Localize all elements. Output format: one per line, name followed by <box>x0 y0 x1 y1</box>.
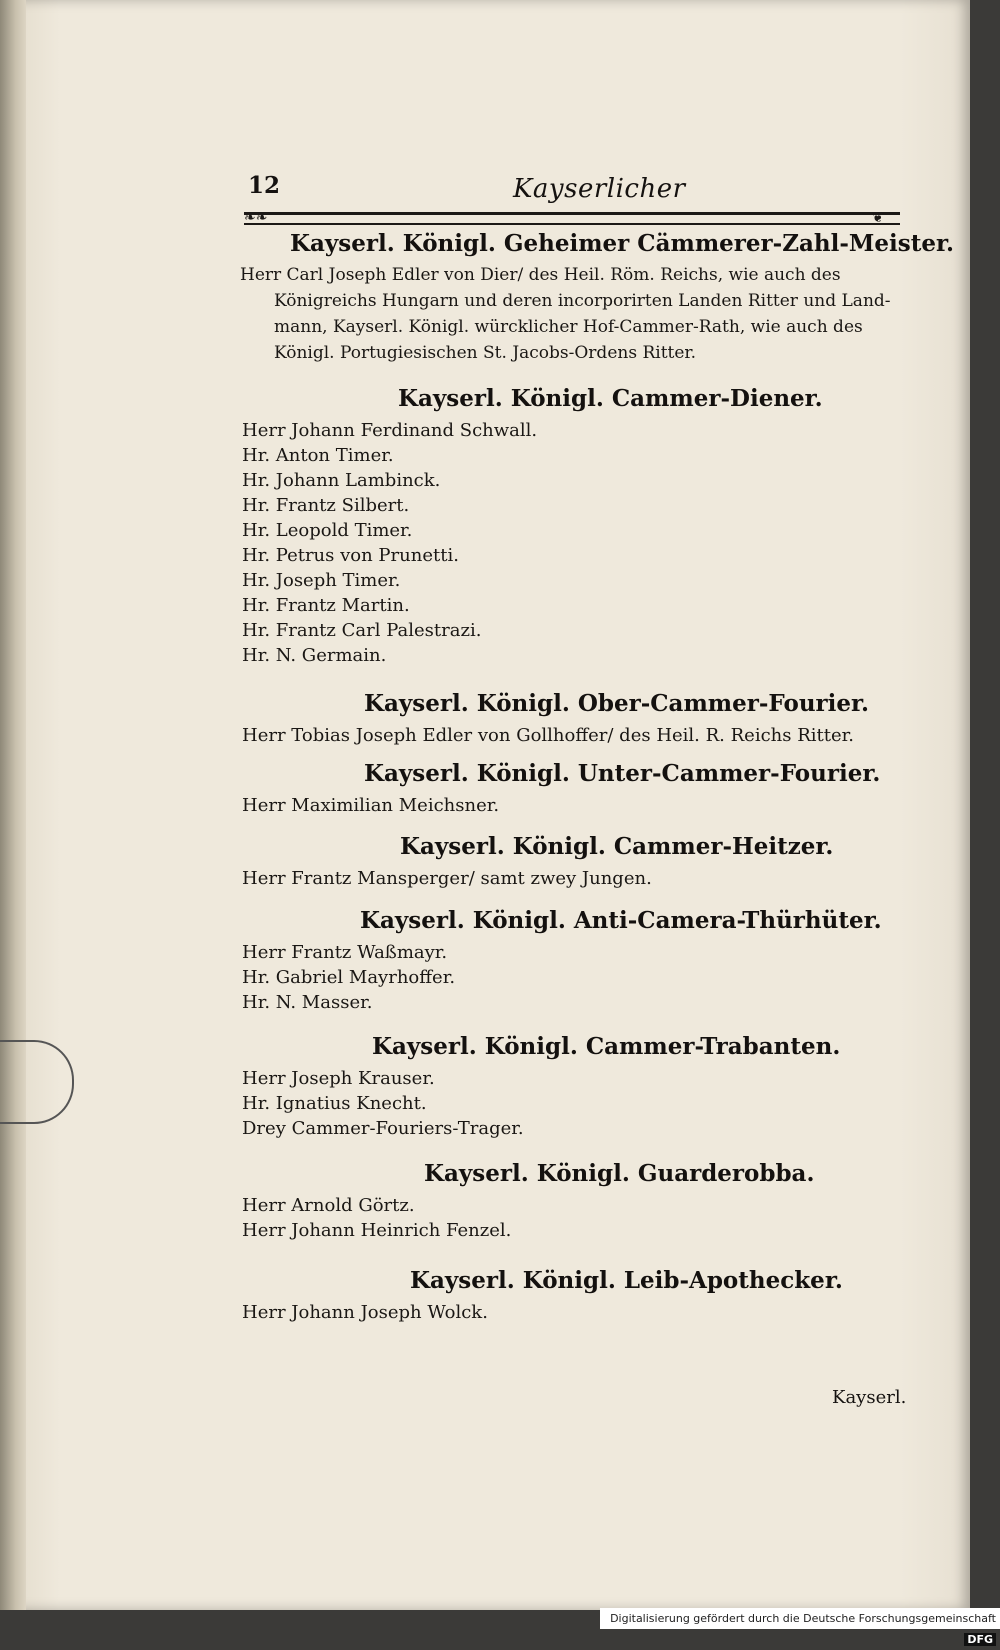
list-item: Herr Maximilian Meichsner. <box>242 795 500 816</box>
digitization-footer <box>600 1608 1000 1646</box>
list-item: Hr. Joseph Timer. <box>242 570 401 591</box>
page-number: 12 <box>248 172 281 199</box>
list-item: Hr. N. Germain. <box>242 645 387 666</box>
rule-ornament-right-icon: ❦ <box>872 210 884 226</box>
section-title-leib-apothecker: Kayserl. Königl. Leib-Apothecker. <box>410 1267 843 1294</box>
catchword: Kayserl. <box>832 1387 907 1408</box>
list-item: Hr. Frantz Silbert. <box>242 495 410 516</box>
list-item: Herr Arnold Görtz. <box>242 1195 415 1216</box>
section-title-unter-cammer-fourier: Kayserl. Königl. Unter-Cammer-Fourier. <box>364 760 881 787</box>
page-tab-marker <box>0 1040 74 1124</box>
paragraph-line: mann, Kayserl. Königl. würcklicher Hof-Cammer-Rath, wie auch des <box>274 317 863 337</box>
rule-ornament-left-icon: ❧❧ <box>244 210 268 226</box>
list-item: Hr. Leopold Timer. <box>242 520 413 541</box>
section-title-cammer-diener: Kayserl. Königl. Cammer-Diener. <box>398 385 823 412</box>
paragraph-line: Königreichs Hungarn und deren incorporirten Landen Ritter und Land- <box>274 291 891 311</box>
list-item: Hr. N. Masser. <box>242 992 373 1013</box>
list-item: Hr. Petrus von Prunetti. <box>242 545 459 566</box>
header-rule <box>244 212 900 225</box>
section-title-thuerhueter: Kayserl. Königl. Anti-Camera-Thürhüter. <box>360 907 882 934</box>
running-head: Kayserlicher <box>513 174 686 204</box>
list-item: Hr. Gabriel Mayrhoffer. <box>242 967 456 988</box>
paragraph-line: Königl. Portugiesischen St. Jacobs-Ordens Ritter. <box>274 343 697 363</box>
section-title-cammer-heitzer: Kayserl. Königl. Cammer-Heitzer. <box>400 833 834 860</box>
section-title-cammer-trabanten: Kayserl. Königl. Cammer-Trabanten. <box>372 1033 841 1060</box>
list-item: Herr Johann Joseph Wolck. <box>242 1302 488 1323</box>
list-item: Hr. Johann Lambinck. <box>242 470 441 491</box>
list-item: Hr. Anton Timer. <box>242 445 394 466</box>
list-item: Herr Johann Ferdinand Schwall. <box>242 420 538 441</box>
list-item: Drey Cammer-Fouriers-Trager. <box>242 1118 524 1139</box>
list-item: Herr Tobias Joseph Edler von Gollhoffer/ des Heil. R. Reichs Ritter. <box>242 725 854 746</box>
list-item: Herr Frantz Waßmayr. <box>242 942 448 963</box>
list-item: Herr Johann Heinrich Fenzel. <box>242 1220 512 1241</box>
list-item: Hr. Frantz Carl Palestrazi. <box>242 620 482 641</box>
list-item: Hr. Ignatius Knecht. <box>242 1093 427 1114</box>
dfg-logo: DFG <box>964 1633 996 1646</box>
list-item: Hr. Frantz Martin. <box>242 595 410 616</box>
page-gutter <box>0 0 26 1610</box>
list-item: Herr Joseph Krauser. <box>242 1068 435 1089</box>
footer-text: Digitalisierung gefördert durch die Deutsche Forschungsgemeinschaft <box>610 1612 996 1625</box>
paragraph-line: Herr Carl Joseph Edler von Dier/ des Heil. Röm. Reichs, wie auch des <box>240 265 841 285</box>
section-title-guarderobba: Kayserl. Königl. Guarderobba. <box>424 1160 815 1187</box>
list-item: Herr Frantz Mansperger/ samt zwey Jungen. <box>242 868 652 889</box>
section-title-ober-cammer-fourier: Kayserl. Königl. Ober-Cammer-Fourier. <box>364 690 870 717</box>
section-title-zahlmeister: Kayserl. Königl. Geheimer Cämmerer-Zahl-Meister. <box>290 230 954 257</box>
